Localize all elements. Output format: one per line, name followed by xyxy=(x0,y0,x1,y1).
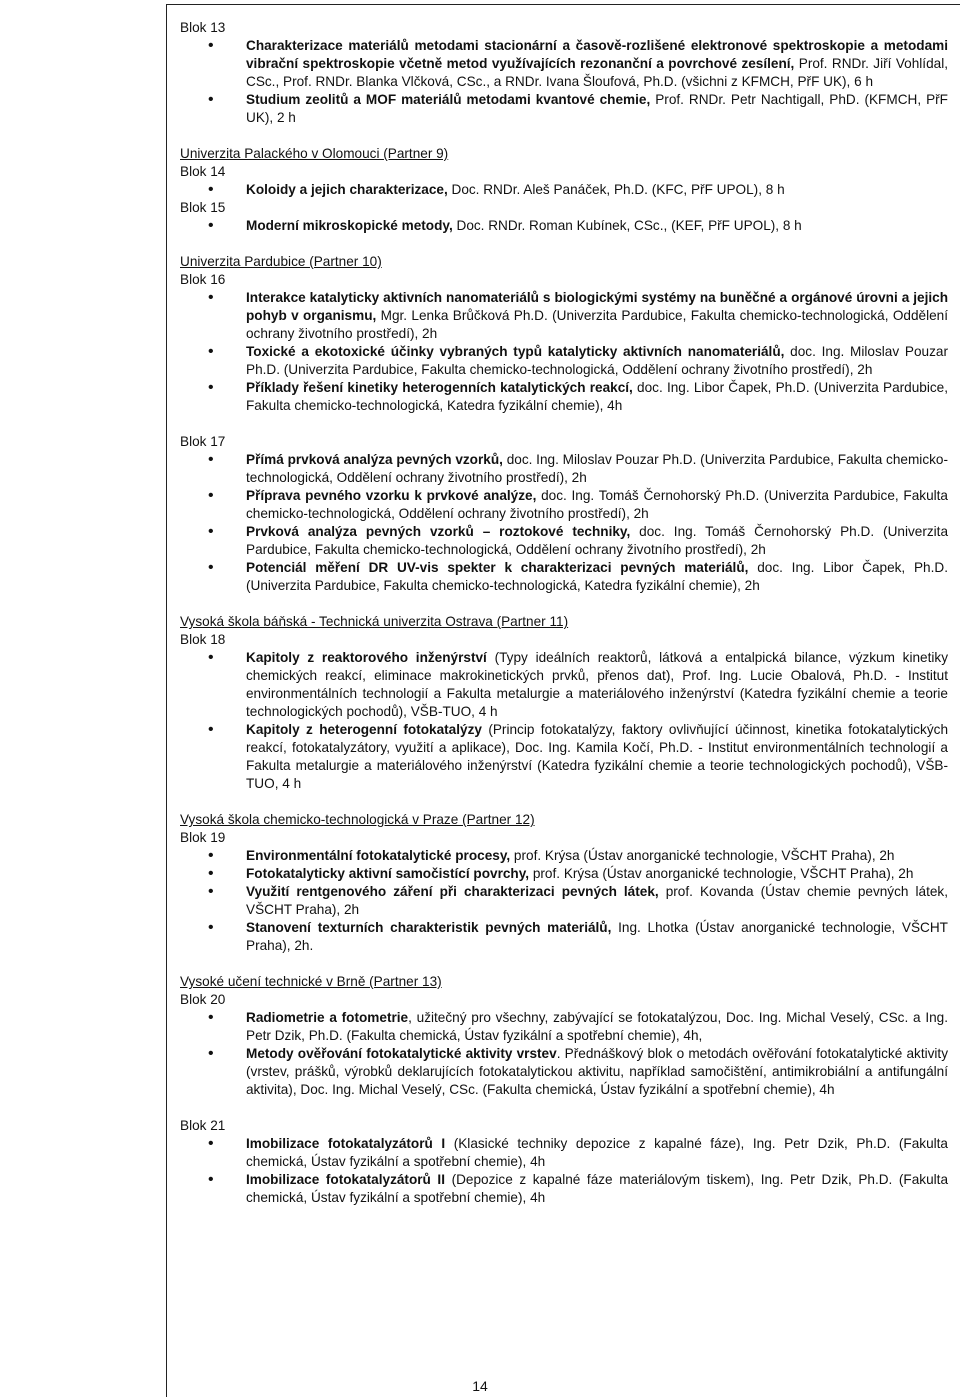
course-item xyxy=(180,1135,948,1171)
block-label: Blok 20 xyxy=(180,992,226,1007)
course-item xyxy=(180,865,948,883)
course-details: Ing. Lhotka (Ústav anorganické technologie, VŠCHT Praha), 2h. xyxy=(246,920,948,953)
course-details: (Depozice z kapalné fáze materiálovým tiskem), Ing. Petr Dzik, Ph.D. (Fakulta chemická, Ústav fyzikální a spotřební chemie), 4h xyxy=(246,1172,948,1205)
course-item xyxy=(180,289,948,343)
course-details: doc. Ing. Libor Čapek, Ph.D. (Univerzita Pardubice, Fakulta chemicko-technologická, Katedra fyzikální chemie), 2h xyxy=(246,560,948,593)
course-title: Charakterizace materiálů metodami stacionární a časově-rozlišené elektronové spektroskopie a metodami vibrační spektroskopie včetně metod využívajících rezonanční a povrchové zesílení, xyxy=(246,38,948,71)
course-item xyxy=(180,379,948,415)
course-details: (Princip fotokatalýzy, faktory ovlivňující účinnost, kinetika fotokatalytických reakcí, fotokatalyzátory, využití a aplikace), Doc. Ing. Kamila Kočí, Ph.D. - Institut environmentálních technologií a Fakulta metalurgie a materiálového inženýrství (Katedra fyzikální chemie a teorie technologických pochodů), VŠB-TUO, 4 h xyxy=(246,722,948,791)
course-details: Doc. RNDr. Roman Kubínek, CSc., (KEF, PřF UPOL), 8 h xyxy=(452,218,802,233)
document-body xyxy=(180,19,948,1207)
course-title: Imobilizace fotokatalyzátorů II xyxy=(246,1172,445,1187)
course-item xyxy=(180,91,948,127)
block-label: Blok 15 xyxy=(180,200,226,215)
course-title: Využití rentgenového záření při charakterizaci pevných látek, xyxy=(246,884,659,899)
course-item xyxy=(180,1171,948,1207)
course-list xyxy=(180,181,948,199)
course-details: prof. Krýsa (Ústav anorganické technologie, VŠCHT Praha), 2h xyxy=(529,866,914,881)
course-details: Mgr. Lenka Brůčková Ph.D. (Univerzita Pardubice, Fakulta chemicko-technologická, Oddělení ochrany životního prostředí), 2h xyxy=(246,308,948,341)
block-label: Blok 19 xyxy=(180,830,226,845)
course-item xyxy=(180,37,948,91)
course-details: doc. Ing. Libor Čapek, Ph.D. (Univerzita Pardubice, Fakulta chemicko-technologická, Katedra fyzikální chemie), 4h xyxy=(246,380,948,413)
course-title: Radiometrie a fotometrie xyxy=(246,1010,409,1025)
course-title: Moderní mikroskopické metody, xyxy=(246,218,453,233)
course-item xyxy=(180,919,948,955)
course-list xyxy=(180,37,948,127)
course-item xyxy=(180,487,948,523)
course-list xyxy=(180,451,948,595)
course-title: Metody ověřování fotokatalytické aktivity vrstev xyxy=(246,1046,557,1061)
course-details: prof. Krýsa (Ústav anorganické technologie, VŠCHT Praha), 2h xyxy=(510,848,895,863)
university-heading: Univerzita Pardubice (Partner 10) xyxy=(180,254,382,269)
university-heading: Vysoká škola chemicko-technologická v Praze (Partner 12) xyxy=(180,812,535,827)
course-item xyxy=(180,1045,948,1099)
course-details: . Přednáškový blok o metodách ověřování fotokatalytické aktivity (vrstev, prášků, výrobků deklarujících fotokatalytickou aktivitu, například samočištění, antimikrobiální a antifungální aktivita), Doc. Ing. Michal Veselý, CSc. (Fakulta chemická, Ústav fyzikální a spotřební chemie), 4h xyxy=(246,1046,949,1097)
course-item xyxy=(180,649,948,721)
course-item xyxy=(180,523,948,559)
course-title: Interakce katalyticky aktivních nanomateriálů s biologickými systémy na buněčné a orgánové úrovni a jejich pohyb v organismu, xyxy=(246,290,948,323)
course-details: doc. Ing. Miloslav Pouzar Ph.D. (Univerzita Pardubice, Fakulta chemicko-technologická, Oddělení ochrany životního prostředí), 2h xyxy=(246,344,948,377)
course-list xyxy=(180,289,948,415)
course-title: Kapitoly z heterogenní fotokatalýzy xyxy=(246,722,482,737)
course-details: (Klasické techniky depozice z kapalné fáze), Ing. Petr Dzik, Ph.D. (Fakulta chemická, Ústav fyzikální a spotřební chemie), 4h xyxy=(246,1136,948,1169)
course-title: Imobilizace fotokatalyzátorů I xyxy=(246,1136,446,1151)
course-title: Příklady řešení kinetiky heterogenních katalytických reakcí, xyxy=(246,380,633,395)
spacer xyxy=(180,415,948,433)
course-item xyxy=(180,1009,948,1045)
course-details: prof. Kovanda (Ústav chemie pevných látek, VŠCHT Praha), 2h xyxy=(246,884,948,917)
course-title: Toxické a ekotoxické účinky vybraných typů katalyticky aktivních nanomateriálů, xyxy=(246,344,785,359)
course-details: (Typy ideálních reaktorů, látková a entalpická bilance, výzkum kinetiky chemických reakcí, eliminace makrokinetických prvků, přenos dat), Prof. Ing. Lucie Obalová, Ph.D. - Institut environmentálních technologií a Fakulta metalurgie a materiálového inženýrství (Katedra fyzikální chemie a teorie technologických pochodů), VŠB-TUO, 4 h xyxy=(246,650,948,719)
page-number: 14 xyxy=(472,1378,488,1394)
course-details: doc. Ing. Tomáš Černohorský Ph.D. (Univerzita Pardubice, Fakulta chemicko-technologická, Oddělení ochrany životního prostředí), 2h xyxy=(246,524,948,557)
course-title: Koloidy a jejich charakterizace, xyxy=(246,182,448,197)
block-label: Blok 13 xyxy=(180,20,226,35)
course-details: doc. Ing. Tomáš Černohorský Ph.D. (Univerzita Pardubice, Fakulta chemicko-technologická, Oddělení ochrany životního prostředí), 2h xyxy=(246,488,948,521)
course-title: Fotokatalyticky aktivní samočistící povrchy, xyxy=(246,866,530,881)
spacer xyxy=(180,1099,948,1117)
block-label: Blok 17 xyxy=(180,434,226,449)
course-title: Studium zeolitů a MOF materiálů metodami kvantové chemie, xyxy=(246,92,651,107)
course-details: , užitečný pro všechny, zabývající se fotokatalýzou, Doc. Ing. Michal Veselý, CSc. a Ing. Petr Dzik, Ph.D. (Fakulta chemická, Ústav fyzikální a spotřební chemie), 4h, xyxy=(246,1010,948,1043)
course-item xyxy=(180,721,948,793)
course-item xyxy=(180,451,948,487)
course-item xyxy=(180,217,948,235)
course-item xyxy=(180,181,948,199)
course-list xyxy=(180,1009,948,1099)
course-list xyxy=(180,649,948,793)
course-details: Prof. RNDr. Petr Nachtigall, PhD. (KFMCH, PřF UK), 2 h xyxy=(246,92,948,125)
university-heading: Vysoké učení technické v Brně (Partner 13) xyxy=(180,974,442,989)
course-title: Stanovení texturních charakteristik pevných materiálů, xyxy=(246,920,612,935)
course-item xyxy=(180,883,948,919)
course-item xyxy=(180,847,948,865)
course-details: Prof. RNDr. Jiří Vohlídal, CSc., Prof. RNDr. Blanka Vlčková, CSc., a RNDr. Ivana Šloufová, Ph.D. (všichni z KFMCH, PřF UK), 6 h xyxy=(246,56,948,89)
block-label: Blok 16 xyxy=(180,272,226,287)
course-details: doc. Ing. Miloslav Pouzar Ph.D. (Univerzita Pardubice, Fakulta chemicko-technologická, Oddělení ochrany životního prostředí), 2h xyxy=(246,452,948,485)
course-item xyxy=(180,559,948,595)
course-title: Prvková analýza pevných vzorků – roztokové techniky, xyxy=(246,524,631,539)
course-list xyxy=(180,217,948,235)
course-title: Potenciál měření DR UV-vis spekter k charakterizaci pevných materiálů, xyxy=(246,560,749,575)
course-title: Kapitoly z reaktorového inženýrství xyxy=(246,650,487,665)
course-item xyxy=(180,343,948,379)
block-label: Blok 18 xyxy=(180,632,226,647)
course-list xyxy=(180,1135,948,1207)
block-label: Blok 14 xyxy=(180,164,226,179)
course-list xyxy=(180,847,948,955)
university-heading: Univerzita Palackého v Olomouci (Partner 9) xyxy=(180,146,449,161)
university-heading: Vysoká škola báňská - Technická univerzita Ostrava (Partner 11) xyxy=(180,614,569,629)
course-details: Doc. RNDr. Aleš Panáček, Ph.D. (KFC, PřF UPOL), 8 h xyxy=(447,182,785,197)
course-title: Příprava pevného vzorku k prvkové analýze, xyxy=(246,488,537,503)
course-title: Environmentální fotokatalytické procesy, xyxy=(246,848,511,863)
block-label: Blok 21 xyxy=(180,1118,226,1133)
course-title: Přímá prvková analýza pevných vzorků, xyxy=(246,452,503,467)
